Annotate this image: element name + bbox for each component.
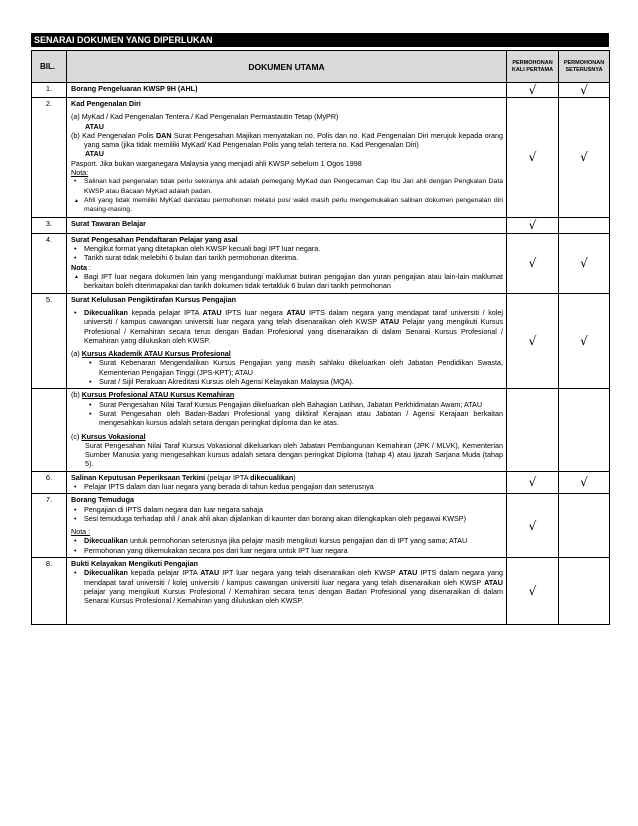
row-content <box>67 558 507 624</box>
row-title: Surat Pengesahan Pendaftaran Pelajar yang asal <box>71 234 238 244</box>
nota-item: • Salinan kad pengenalan tidak perlu sekiranya ahli adalah pemegang MyKad dan Pengecaman Cap Ibu Jari ahli dengan Pengkalan Data KWSP atau Bacaan MyKad adalah padan. <box>71 177 503 196</box>
table-header-row <box>32 51 610 83</box>
row-title: Kad Pengenalan Diri <box>71 99 141 108</box>
row-number: 5. <box>32 293 67 389</box>
table-row <box>32 389 610 471</box>
row-content <box>67 389 507 471</box>
table-row <box>32 233 610 293</box>
row-number: 3. <box>32 217 67 233</box>
tick-mark-next: √ <box>559 233 610 293</box>
document-table <box>31 50 610 625</box>
tick-mark-first: √ <box>507 558 559 624</box>
nota-item: ▲ Ahli yang tidak memiliki MyKad dan/atau permohonan melalui pos/ wakil masih perlu mengemukakan salinan dokumen pengenalan diri masing-masing. <box>71 196 503 215</box>
bullet-item: • Surat Pengesahan Nilai Taraf Kursus Pengajian dikeluarkan oleh Bahagian Latihan, Jabatan Perkhidmatan Awam; ATAU <box>71 400 503 409</box>
row-content <box>67 83 507 98</box>
tick-mark-next: √ <box>559 471 610 494</box>
row-content <box>67 233 507 293</box>
bullet-item: • Pengajian di IPTS dalam negara dan luar negara sahaja <box>71 505 503 514</box>
section-c-text: Surat Pengesahan Nilai Taraf Kursus Vokasional dikeluarkan oleh Jabatan Pembangunan Kemahiran (JPK / MLVK), Kementerian Sumber Manusia yang mengesahkan kursus adalah setara dengan peringkat Diploma (tahap 4) atau Ijazah Sarjana Muda (tahap 5). <box>85 440 503 469</box>
nota-label: Nota: <box>71 168 89 178</box>
row-title: Borang Pengeluaran KWSP 9H (AHL) <box>71 84 198 93</box>
atau-label: ATAU <box>85 149 104 159</box>
row-content <box>67 471 507 494</box>
header-permohonan-seterusnya: PERMOHONAN SETERUSNYA <box>559 51 610 83</box>
nota-item: • Permohonan yang dikemukakan secara pos dari luar negara untuk IPT luar negara <box>71 546 503 555</box>
row-title: Borang Temuduga <box>71 495 134 505</box>
item-a: (a) MyKad / Kad Pengenalan Tentera / Kad Pengenalan Permastautin Tetap (MyPR) <box>71 112 339 122</box>
atau-label: ATAU <box>85 121 104 131</box>
tick-mark-first: √ <box>507 293 559 389</box>
nota-item: ▲ Bagi IPT luar negara dokumen lain yang mengandungi maklumat butiran pengajian dan yuran pengajian atau lain-lain maklumat berkaitan boleh diterimapakai dan tarikh dokumen tidak tertakluk 6 bulan dari tarikh permohonan <box>71 272 503 291</box>
bullet-item: • Pelajar IPTS dalam dan luar negara yang berada di tahun kedua pengajian dan seterusnya <box>71 482 503 491</box>
document-title: SENARAI DOKUMEN YANG DIPERLUKAN <box>31 33 609 47</box>
item-b: (b) Kad Pengenalan Polis DAN Surat Pengesahan Majikan menyatakan no. Polis dan no. Kad Pengenalan Diri merujuk kepada orang yang sama (jika tidak memiliki MyKad/ Kad Pengenalan Polis yang telah tertera no. Kad Pengenalan Diri) <box>71 130 503 150</box>
nota-label: Nota : <box>71 527 91 537</box>
document-page <box>31 33 609 625</box>
table-row <box>32 83 610 98</box>
row-number: 4. <box>32 233 67 293</box>
tick-mark-first: √ <box>507 471 559 494</box>
tick-mark-next: √ <box>559 98 610 218</box>
tick-mark-first: √ <box>507 98 559 218</box>
row-content <box>67 98 507 218</box>
row-number: 8. <box>32 558 67 624</box>
row-content <box>67 217 507 233</box>
section-a-title: (a) Kursus Akademik ATAU Kursus Profesional <box>71 349 231 359</box>
header-permohonan-pertama: PERMOHONAN KALI PERTAMA <box>507 51 559 83</box>
row-number: 2. <box>32 98 67 218</box>
bullet-item: • Dikecualikan kepada pelajar IPTA ATAU IPT luar negara yang telah disenaraikan oleh KWSP ATAU IPTS dalam negara yang mendapat taraf universiti / kolej universiti / kampus cawangan universiti luar negara yang telah disenaraikan oleh KWSP ATAU pelajar yang mengikuti Kursus Profesional / Kemahiran secara terus dengan Badan Profesional yang disenaraikan di dalam Senarai Kursus Profesional / Kemahiran yang diluluskan oleh KWSP. <box>71 568 503 605</box>
bullet-item: • Mengikut format yang ditetapkan oleh KWSP kecuali bagi IPT luar negara. <box>71 244 503 253</box>
bullet-item: • Surat Pengesahan oleh Badan-Badan Profesional yang diiktiraf Kerajaan atau Jabatan / Agensi Kerajaan berkaitan mengesahkan kursus adalah setara dengan peringkat diploma dan ke atas. <box>71 409 503 428</box>
table-row <box>32 217 610 233</box>
table-row <box>32 293 610 389</box>
header-dokumen-utama: DOKUMEN UTAMA <box>67 51 507 83</box>
table-row <box>32 558 610 624</box>
row-title: Salinan Keputusan Peperiksaan Terkini (pelajar IPTA dikecualikan) <box>71 472 296 482</box>
row-number: 7. <box>32 494 67 558</box>
tick-mark-first: √ <box>507 233 559 293</box>
table-row <box>32 494 610 558</box>
header-bil: BIL. <box>32 51 67 83</box>
row-number: 6. <box>32 471 67 494</box>
bullet-item: • Surat / Sijil Perakuan Akreditasi Kursus oleh Agensi Kelayakan Malaysia (MQA). <box>71 377 503 386</box>
nota-label: Nota : <box>71 262 91 272</box>
row-number: 1. <box>32 83 67 98</box>
nota-item: • Dikecualikan untuk permohonan seterusnya jika pelajar masih mengikuti kursus pengajian dan di IPT yang sama; ATAU <box>71 536 503 545</box>
row-title: Surat Kelulusan Pengiktirafan Kursus Pengajian <box>71 294 236 304</box>
tick-mark-first: √ <box>507 83 559 98</box>
tick-mark-next: √ <box>559 83 610 98</box>
bullet-item: • Dikecualikan kepada pelajar IPTA ATAU IPTS luar negara ATAU IPTS dalam negara yang mendapat taraf universiti / kolej universiti / kampus cawangan universiti luar negara yang telah disenaraikan oleh KWSP ATAU Pelajar yang mengikuti Kursus Profesional / Kemahiran secara terus dengan Badan Profesional yang disenaraikan di dalam Senarai Kursus Profesional / Kemahiran yang diluluskan oleh KWSP. <box>71 308 503 345</box>
row-title: Surat Tawaran Belajar <box>71 218 146 228</box>
table-row <box>32 471 610 494</box>
table-row <box>32 98 610 218</box>
section-b-title: (b) Kursus Profesional ATAU Kursus Kemahiran <box>71 390 235 400</box>
tick-mark-first: √ <box>507 494 559 558</box>
row-content <box>67 494 507 558</box>
bullet-item: • Tarikh surat tidak melebihi 6 bulan dari tarikh permohonan diterima. <box>71 253 503 262</box>
row-content <box>67 293 507 389</box>
bullet-item: • Sesi temuduga terhadap ahli / anak ahli akan dijalankan di kaunter dan borang akan dilengkapkan oleh pegawai KWSP) <box>71 514 503 523</box>
row-title: Bukti Kelayakan Mengikuti Pengajian <box>71 559 199 569</box>
bullet-item: • Surat Kebenaran Mengendalikan Kursus Pengajian yang masih sahlaku dikeluarkan oleh Jabatan Pendidikan Swasta, Kementerian Pengajian Tinggi (JPS-KPT); ATAU <box>71 358 503 377</box>
tick-mark-first: √ <box>507 217 559 233</box>
tick-mark-next: √ <box>559 293 610 389</box>
pasport-text: Pasport. Jika bukan warganegara Malaysia yang menjadi ahli KWSP sebelum 1 Ogos 1998 <box>71 158 362 168</box>
section-c-title: (c) Kursus Vokasional <box>71 431 146 441</box>
